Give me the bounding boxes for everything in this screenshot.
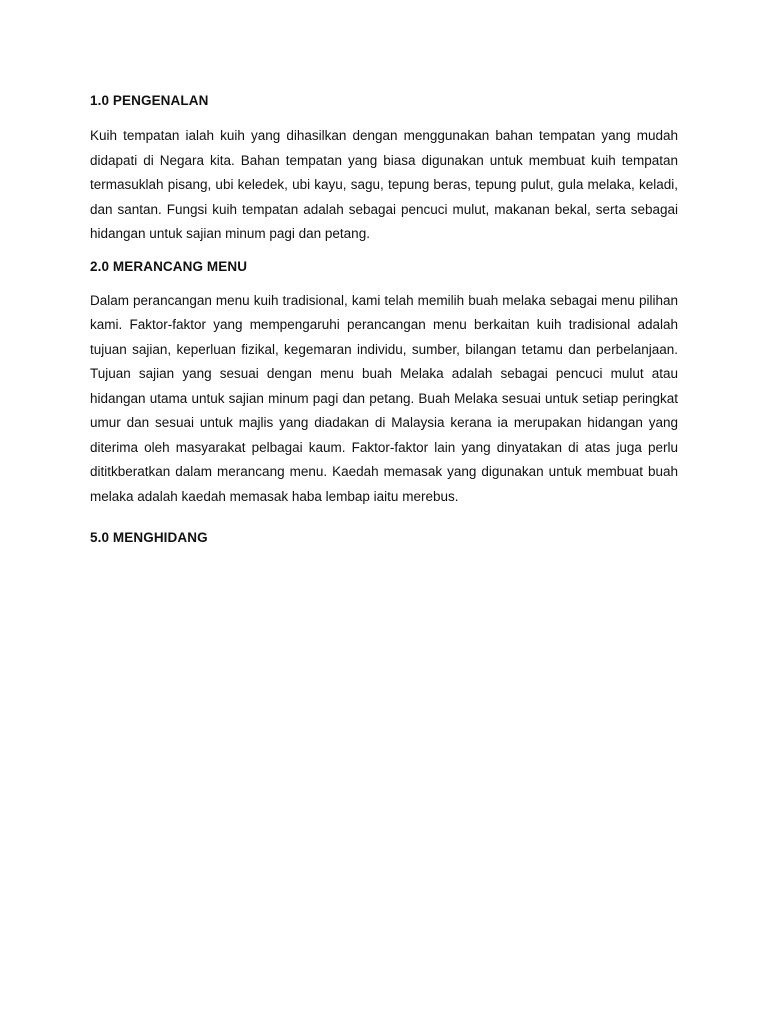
paragraph-line: Dalam perancangan menu kuih tradisional, kami telah memilih buah melaka sebagai menu pilihan [90,292,678,308]
paragraph-line: diterima oleh masyarakat pelbagai kaum. Faktor-faktor lain yang dinyatakan di atas juga perlu [90,439,678,455]
paragraph-line: kami. Faktor-faktor yang mempengaruhi perancangan menu berkaitan kuih tradisional adalah [90,317,678,332]
paragraph-line: Tujuan sajian yang sesuai dengan menu buah Melaka adalah sebagai pencuci mulut atau [90,366,678,381]
paragraph-line: hidangan utama untuk sajian minum pagi dan petang. Buah Melaka sesuai untuk setiap peringkat [90,390,678,406]
paragraph-line: hidangan untuk sajian minum pagi dan petang. [90,226,370,241]
section-heading-merancang-menu: 2.0 MERANCANG MENU [90,258,248,274]
paragraph-merancang-menu [90,289,678,510]
paragraph-line: didapati di Negara kita. Bahan tempatan yang biasa digunakan untuk membuat kuih tempatan [90,152,678,168]
paragraph-line: dititkberatkan dalam merancang menu. Kaedah memasak yang digunakan untuk membuat buah [90,464,678,479]
paragraph-line: dan santan. Fungsi kuih tempatan adalah sebagai pencuci mulut, makanan bekal, serta sebagai [90,201,678,217]
document-body [90,92,678,547]
paragraph-line: tujuan sajian, keperluan fizikal, kegemaran individu, sumber, bilangan tetamu dan perbelanjaan. [90,341,678,357]
section-heading-pengenalan: 1.0 PENGENALAN [90,93,209,108]
paragraph-line: melaka adalah kaedah memasak haba lembap iaitu merebus. [90,488,459,504]
section-heading-menghidang: 5.0 MENGHIDANG [90,530,208,545]
paragraph-pengenalan [90,124,678,247]
paragraph-line: termasuklah pisang, ubi keledek, ubi kayu, sagu, tepung beras, tepung pulut, gula melaka, keladi, [90,177,678,192]
paragraph-line: Kuih tempatan ialah kuih yang dihasilkan dengan menggunakan bahan tempatan yang mudah [90,128,678,143]
paragraph-line: umur dan sesuai untuk majlis yang diadakan di Malaysia kerana ia merupakan hidangan yang [90,415,678,430]
